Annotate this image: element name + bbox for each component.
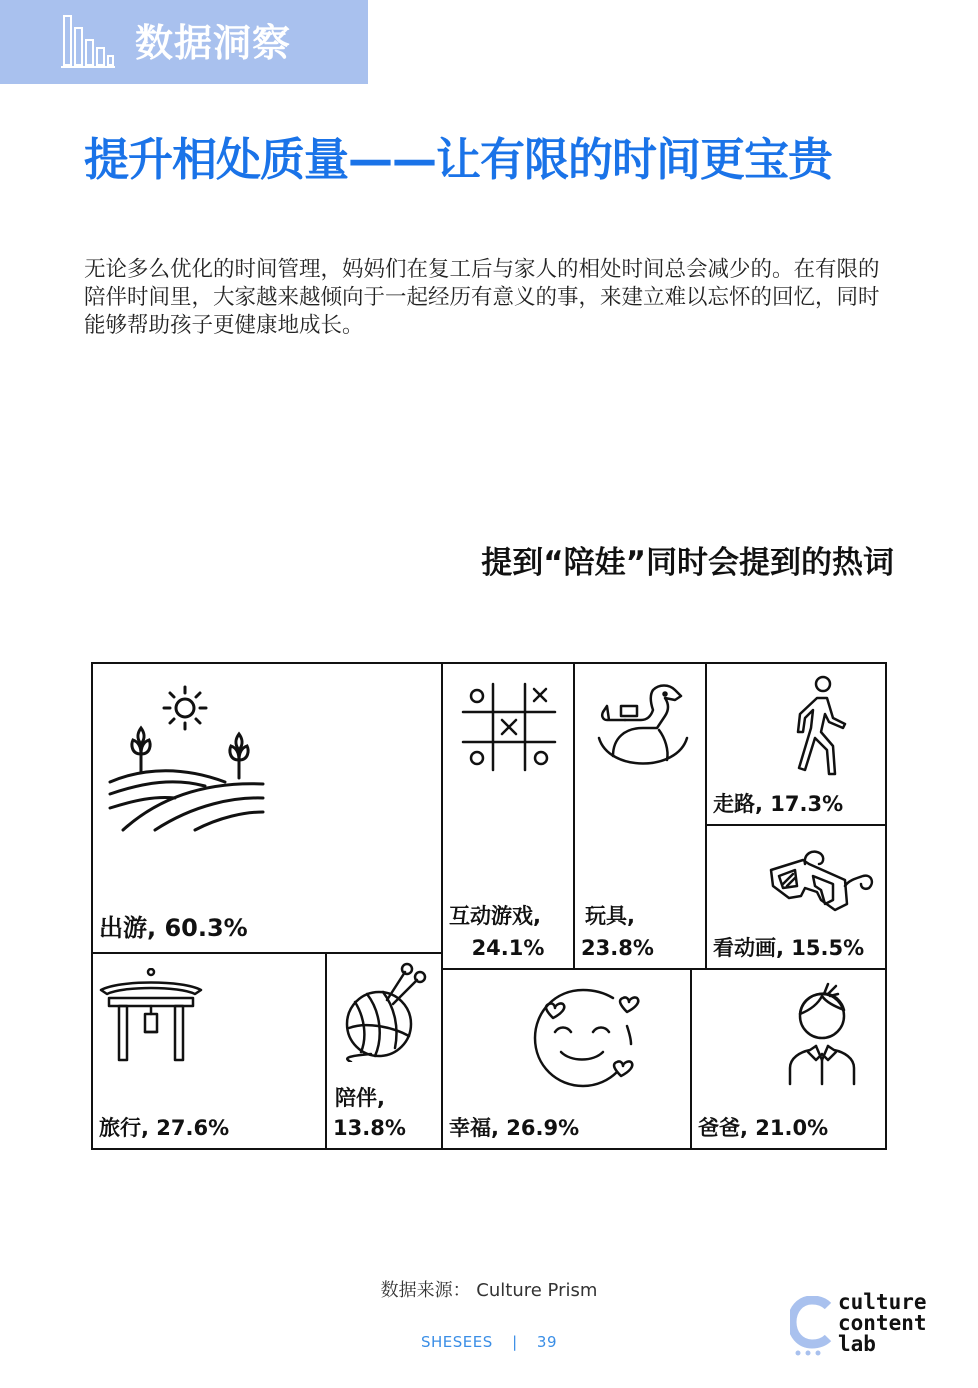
treemap-label-wanju-name: 玩具, — [585, 904, 635, 928]
treemap-cell-xingfu — [441, 968, 692, 1150]
chart-title: 提到“陪娃”同时会提到的热词 — [481, 545, 894, 581]
dad-icon — [782, 980, 866, 1088]
logo-line-3: lab — [838, 1332, 876, 1356]
section-label: 数据洞察 — [135, 21, 292, 65]
treemap-label-baba: 爸爸, 21.0% — [698, 1116, 829, 1140]
treemap-label-hudong-name: 互动游戏, — [449, 904, 541, 928]
logo-text — [838, 1292, 927, 1355]
treemap-cell-donghua — [705, 824, 887, 970]
treemap-cell-baba — [690, 968, 887, 1150]
treemap-cell-zoulu — [705, 662, 887, 826]
rocking-horse-icon — [595, 676, 691, 772]
footer-brand: SHESEES — [421, 1333, 493, 1351]
torii-gate-icon — [99, 968, 203, 1062]
tic-tac-toe-icon — [461, 682, 557, 772]
countryside-icon — [105, 682, 265, 832]
treemap-cell-peiban — [325, 952, 443, 1150]
happy-face-icon — [531, 986, 647, 1090]
intro-paragraph: 无论多么优化的时间管理，妈妈们在复工后与家人的相处时间总会减少的。在有限的陪伴时间里，大家越来越倾向于一起经历有意义的事，来建立难以忘怀的回忆，同时能够帮助孩子更健康地成长。 — [84, 257, 880, 338]
treemap-label-hudong-value: 24.1% — [471, 936, 545, 960]
treemap-cell-hudong — [441, 662, 575, 970]
treemap-label-donghua: 看动画, 15.5% — [713, 936, 865, 960]
treemap-cell-chuyou — [91, 662, 443, 954]
treemap-label-wanju-value: 23.8% — [581, 936, 654, 960]
data-source: 数据来源： Culture Prism — [380, 1280, 598, 1301]
logo-c-mark — [790, 1296, 836, 1356]
culture-content-lab-logo — [790, 1292, 960, 1356]
bar-chart-icon — [60, 12, 116, 68]
logo-line-2: content — [838, 1311, 927, 1335]
treemap-cell-wanju — [573, 662, 707, 970]
treemap-label-lvxing: 旅行, 27.6% — [99, 1116, 230, 1140]
treemap-cell-lvxing — [91, 952, 327, 1150]
footer-separator: | — [512, 1333, 518, 1351]
section-header-band — [0, 0, 368, 84]
3d-glasses-icon — [765, 850, 877, 920]
treemap-label-peiban-name: 陪伴, — [335, 1086, 385, 1110]
yarn-ball-icon — [341, 962, 427, 1062]
page-title: 提升相处质量——让有限的时间更宝贵 — [84, 133, 833, 186]
page-number: 39 — [536, 1333, 557, 1351]
treemap-label-chuyou: 出游, 60.3% — [99, 914, 248, 942]
treemap-label-xingfu: 幸福, 26.9% — [449, 1116, 580, 1140]
treemap-label-peiban-value: 13.8% — [333, 1116, 406, 1140]
treemap-label-zoulu: 走路, 17.3% — [713, 792, 844, 816]
keyword-treemap — [91, 662, 887, 1150]
logo-line-1: culture — [838, 1290, 927, 1314]
walking-person-icon — [787, 674, 857, 778]
